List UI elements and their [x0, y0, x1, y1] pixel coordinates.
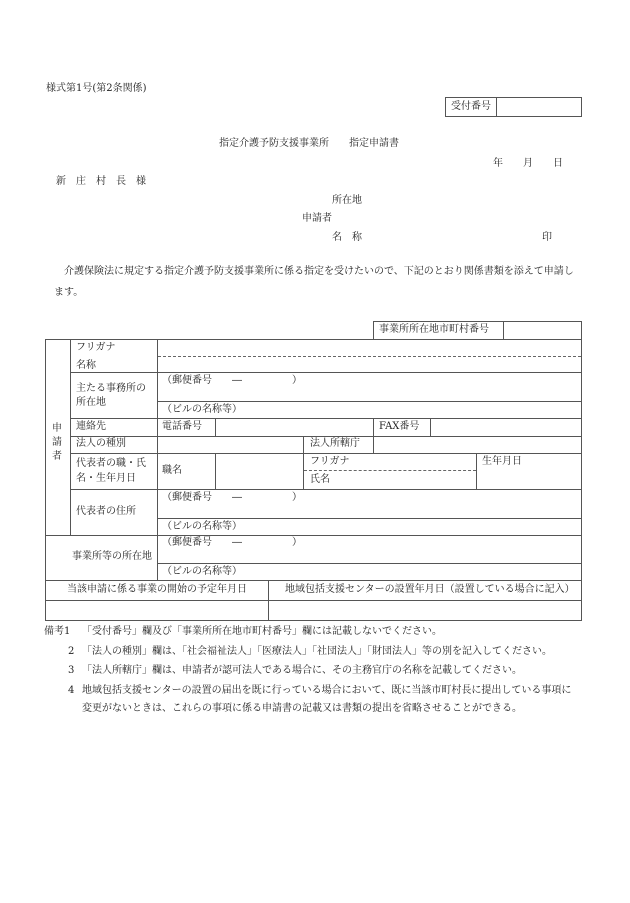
note-number: 2 [68, 646, 75, 657]
rep-address-label: 代表者の住所 [76, 506, 136, 517]
center-date-field[interactable] [269, 601, 581, 620]
date-year: 年 [493, 158, 503, 169]
office-postal-field[interactable]: （郵便番号 ― ） [162, 537, 302, 548]
note-item: 「法人の種別」欄は、「社会福祉法人」「医療法人」「社団法人」「財団法人」等の別を記入してください。 [82, 646, 552, 657]
rep-name-field[interactable] [340, 471, 475, 488]
page-title: 指定介護予防支援事業所 指定申請書 [219, 138, 399, 149]
main-office-building-field[interactable]: （ビルの名称等） [162, 404, 242, 415]
intro-text-line2: ます。 [54, 287, 84, 298]
phone-label: 電話番号 [162, 421, 202, 432]
fax-field[interactable] [431, 419, 581, 435]
contact-label: 連絡先 [76, 421, 106, 432]
municipality-number-label: 事業所所在地市町村番号 [379, 324, 489, 335]
rep-position-field[interactable] [216, 454, 303, 488]
start-date-header: 当該申請に係る事業の開始の予定年月日 [67, 584, 247, 595]
rep-furigana-field[interactable] [350, 454, 475, 469]
main-office-postal-field[interactable]: （郵便番号 ― ） [162, 375, 302, 386]
corp-authority-label: 法人所轄庁 [310, 438, 360, 449]
center-date-header: 地域包括支援センターの設置年月日（設置している場合に記入） [285, 584, 575, 595]
municipality-number-field[interactable] [504, 322, 581, 338]
rep-position-label: 職名 [162, 465, 182, 476]
rep-birth-field[interactable] [477, 470, 581, 488]
note-item: 地域包括支援センターの設置の届出を既に行っている場合において、既に当該市町村長に提出している事項に [82, 685, 572, 696]
applicant-char-1: 申 [52, 423, 62, 434]
rep-birth-label: 生年月日 [482, 456, 522, 467]
intro-text-line1: 介護保険法に規定する指定介護予防支援事業所に係る指定を受けたいので、下記のとおり関係書類を添えて申請し [64, 266, 574, 277]
note-item: 変更がないときは、これらの事項に係る申請書の記載又は書類の提出を省略させることができる。 [82, 703, 522, 714]
corp-authority-field[interactable] [374, 437, 581, 452]
furigana-label: フリガナ [76, 342, 116, 353]
date-day: 日 [553, 158, 563, 169]
fax-label: FAX番号 [379, 421, 420, 432]
note-item: 「法人所轄庁」欄は、申請者が認可法人である場合に、その主務官庁の名称を記載してください。 [82, 665, 522, 676]
phone-field[interactable] [216, 419, 373, 435]
furigana-field[interactable] [158, 340, 581, 355]
start-date-field[interactable] [46, 601, 268, 620]
applicant-group-label [52, 422, 62, 464]
rep-postal-field[interactable]: （郵便番号 ― ） [162, 492, 302, 503]
name-label: 名称 [76, 360, 96, 371]
office-location-label: 事業所等の所在地 [72, 551, 152, 562]
representative-label-2: 名・生年月日 [76, 473, 136, 484]
receipt-number-label: 受付番号 [451, 101, 491, 112]
form-number: 様式第1号(第2条関係) [46, 83, 147, 94]
corp-type-field[interactable] [158, 437, 303, 452]
seal-mark: 印 [542, 232, 552, 243]
addressee: 新 庄 村 長 様 [56, 176, 146, 187]
notes-prefix: 備考1 [44, 626, 71, 637]
applicant-address-label: 所在地 [332, 195, 362, 206]
rep-name-label: 氏名 [310, 474, 330, 485]
office-building-field[interactable]: （ビルの名称等） [162, 566, 242, 577]
representative-label-1: 代表者の職・氏 [76, 458, 146, 469]
note-number: 3 [68, 665, 75, 676]
corp-type-label: 法人の種別 [76, 438, 126, 449]
main-office-label-1: 主たる事務所の [76, 383, 146, 394]
rep-furigana-label: フリガナ [310, 456, 350, 467]
date-month: 月 [523, 158, 533, 169]
receipt-number-field[interactable] [497, 98, 581, 116]
rep-building-field[interactable]: （ビルの名称等） [162, 521, 242, 532]
name-field[interactable] [158, 357, 581, 372]
note-item: 「受付番号」欄及び「事業所所在地市町村番号」欄には記載しないでください。 [82, 626, 442, 637]
applicant-label: 申請者 [302, 213, 332, 224]
applicant-char-2: 請 [52, 437, 62, 448]
applicant-char-3: 者 [52, 451, 62, 462]
applicant-name-label: 名 称 [332, 232, 362, 243]
note-number: 4 [68, 685, 75, 696]
main-office-label-2: 所在地 [76, 397, 106, 408]
